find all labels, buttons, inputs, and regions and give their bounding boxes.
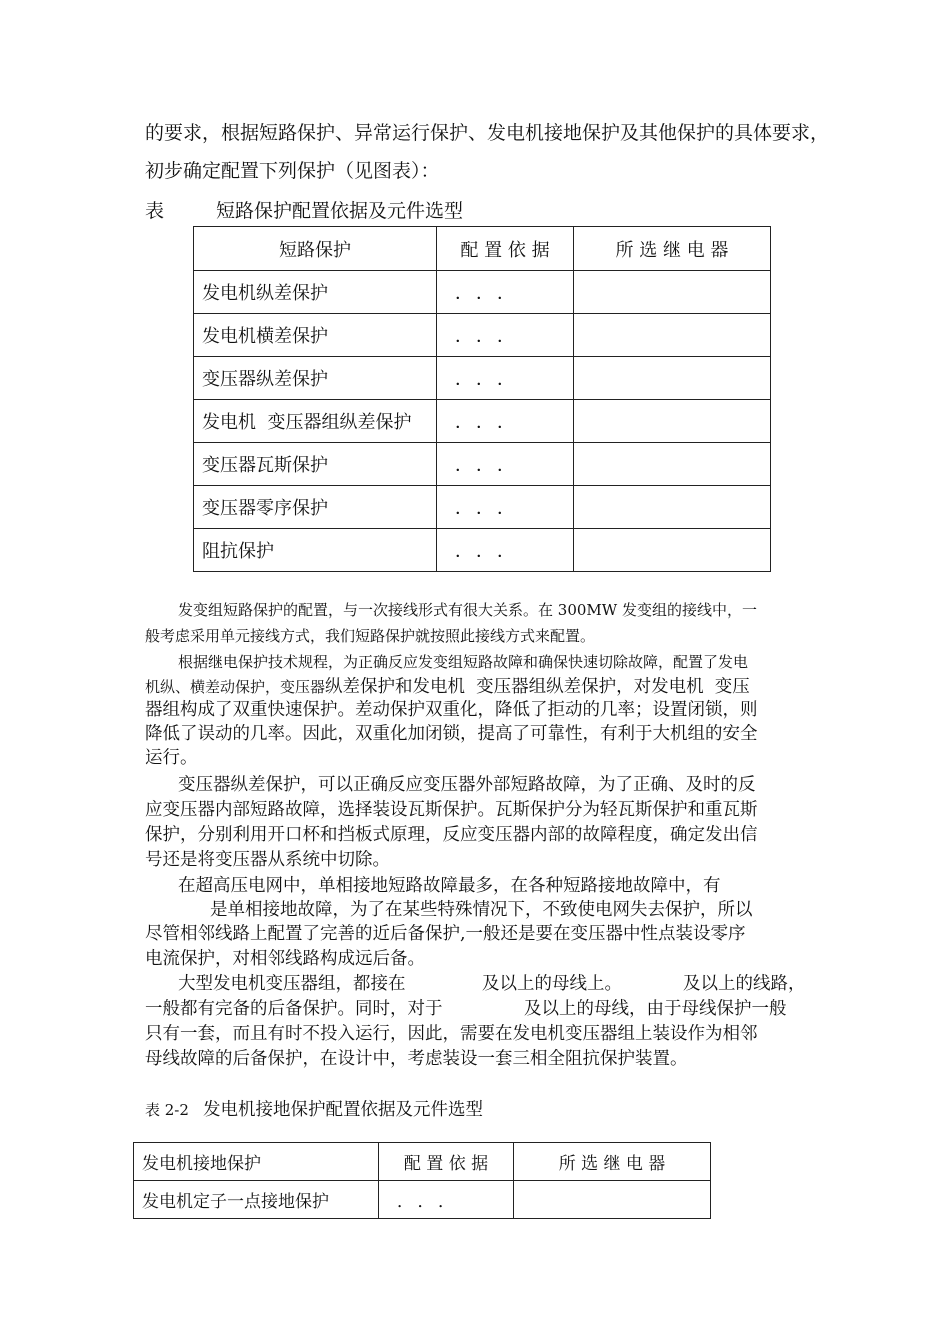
header-protection: 短路保护 <box>194 227 437 271</box>
row-relay <box>574 314 771 357</box>
row-relay <box>574 357 771 400</box>
row-name: 发电机横差保护 <box>194 314 437 357</box>
paragraph-4-line-1: 在超高压电网中，单相接地短路故障最多，在各种短路接地故障中，有 <box>178 876 721 896</box>
paragraph-1-line-1: 发变组短路保护的配置，与一次接线形式有很大关系。在 300MW 发变组的接线中，一 <box>178 601 757 619</box>
row-relay <box>574 486 771 529</box>
row-basis: ．．． <box>437 271 574 314</box>
table2-caption-label: 表 2-2 <box>145 1101 189 1119</box>
row-basis: ．．． <box>437 529 574 572</box>
paragraph-3-line-2: 应变压器内部短路故障，选择装设瓦斯保护。瓦斯保护分为轻瓦斯保护和重瓦斯 <box>145 800 758 820</box>
table1-caption-title: 短路保护配置依据及元件选型 <box>216 200 464 222</box>
row-basis: ．．． <box>437 314 574 357</box>
short-circuit-protection-table <box>193 226 771 572</box>
row-basis: ．．． <box>437 443 574 486</box>
intro-line-1: 的要求，根据短路保护、异常运行保护、发电机接地保护及其他保护的具体要求， <box>145 122 830 144</box>
paragraph-5-line-4: 母线故障的后备保护，在设计中，考虑装设一套三相全阻抗保护装置。 <box>145 1049 688 1069</box>
row-name: 变压器零序保护 <box>194 486 437 529</box>
table2-caption-title: 发电机接地保护配置依据及元件选型 <box>203 1100 483 1120</box>
table-row <box>194 271 771 314</box>
row-relay <box>514 1181 711 1219</box>
table1-caption-label: 表 <box>145 200 165 222</box>
header-basis: 配 置 依 据 <box>379 1143 514 1181</box>
table-row <box>134 1181 711 1219</box>
paragraph-2-line-5: 运行。 <box>145 748 198 768</box>
table-row <box>194 400 771 443</box>
row-basis: ．．． <box>437 486 574 529</box>
row-name: 阻抗保护 <box>194 529 437 572</box>
row-name: 发电机纵差保护 <box>194 271 437 314</box>
paragraph-4-line-2: 是单相接地故障，为了在某些特殊情况下，不致使电网失去保护，所以 <box>210 900 753 920</box>
header-relay: 所 选 继 电 器 <box>514 1143 711 1181</box>
paragraph-1-line-2: 般考虑采用单元接线方式，我们短路保护就按照此接线方式来配置。 <box>145 627 596 645</box>
paragraph-5-line-1b: 及以上的母线上。 <box>482 974 622 994</box>
row-relay <box>574 271 771 314</box>
paragraph-2-line-2b: 纵差保护和发电机 变压器组纵差保护，对发电机 变压 <box>325 677 750 697</box>
table-header-row <box>134 1143 711 1181</box>
paragraph-5-line-1a: 大型发电机变压器组，都接在 <box>178 974 406 994</box>
header-relay: 所 选 继 电 器 <box>574 227 771 271</box>
paragraph-5-line-2b: 及以上的母线，由于母线保护一般 <box>524 999 787 1019</box>
paragraph-3-line-4: 号还是将变压器从系统中切除。 <box>145 850 390 870</box>
row-relay <box>574 443 771 486</box>
paragraph-5-line-2a: 一般都有完备的后备保护。同时，对于 <box>145 999 443 1019</box>
paragraph-2-line-4: 降低了误动的几率。因此，双重化加闭锁，提高了可靠性，有利于大机组的安全 <box>145 724 758 744</box>
generator-grounding-protection-table <box>133 1142 711 1219</box>
paragraph-4-line-3: 尽管相邻线路上配置了完善的近后备保护,一般还是要在变压器中性点装设零序 <box>145 924 746 944</box>
row-relay <box>574 529 771 572</box>
paragraph-5-line-3: 只有一套，而且有时不投入运行，因此，需要在发电机变压器组上装设作为相邻 <box>145 1024 758 1044</box>
table-row <box>194 443 771 486</box>
row-name: 发电机定子一点接地保护 <box>134 1181 379 1219</box>
row-relay <box>574 400 771 443</box>
paragraph-3-line-1: 变压器纵差保护，可以正确反应变压器外部短路故障，为了正确、及时的反 <box>178 775 756 795</box>
table-header-row <box>194 227 771 271</box>
row-basis: ．．． <box>437 357 574 400</box>
paragraph-2-line-3: 器组构成了双重快速保护。差动保护双重化，降低了拒动的几率；设置闭锁，则 <box>145 700 758 720</box>
paragraph-2-line-2a: 机纵、横差动保护，变压器 <box>145 678 326 696</box>
table-row <box>194 486 771 529</box>
paragraph-3-line-3: 保护，分别利用开口杯和挡板式原理，反应变压器内部的故障程度，确定发出信 <box>145 825 758 845</box>
paragraph-2-line-2 <box>145 673 750 698</box>
row-name: 变压器纵差保护 <box>194 357 437 400</box>
table-row <box>194 314 771 357</box>
intro-line-2: 初步确定配置下列保护（见图表）： <box>145 160 440 182</box>
paragraph-5-line-1c: 及以上的线路， <box>683 974 806 994</box>
row-basis: ．．． <box>437 400 574 443</box>
row-name: 发电机 变压器组纵差保护 <box>194 400 437 443</box>
header-protection: 发电机接地保护 <box>134 1143 379 1181</box>
paragraph-4-line-4: 电流保护，对相邻线路构成远后备。 <box>145 949 425 969</box>
table-row <box>194 357 771 400</box>
header-basis: 配 置 依 据 <box>437 227 574 271</box>
row-basis: ．．． <box>379 1181 514 1219</box>
row-name: 变压器瓦斯保护 <box>194 443 437 486</box>
table-row <box>194 529 771 572</box>
paragraph-2-line-1: 根据继电保护技术规程，为正确反应发变组短路故障和确保快速切除故障，配置了发电 <box>178 653 749 671</box>
